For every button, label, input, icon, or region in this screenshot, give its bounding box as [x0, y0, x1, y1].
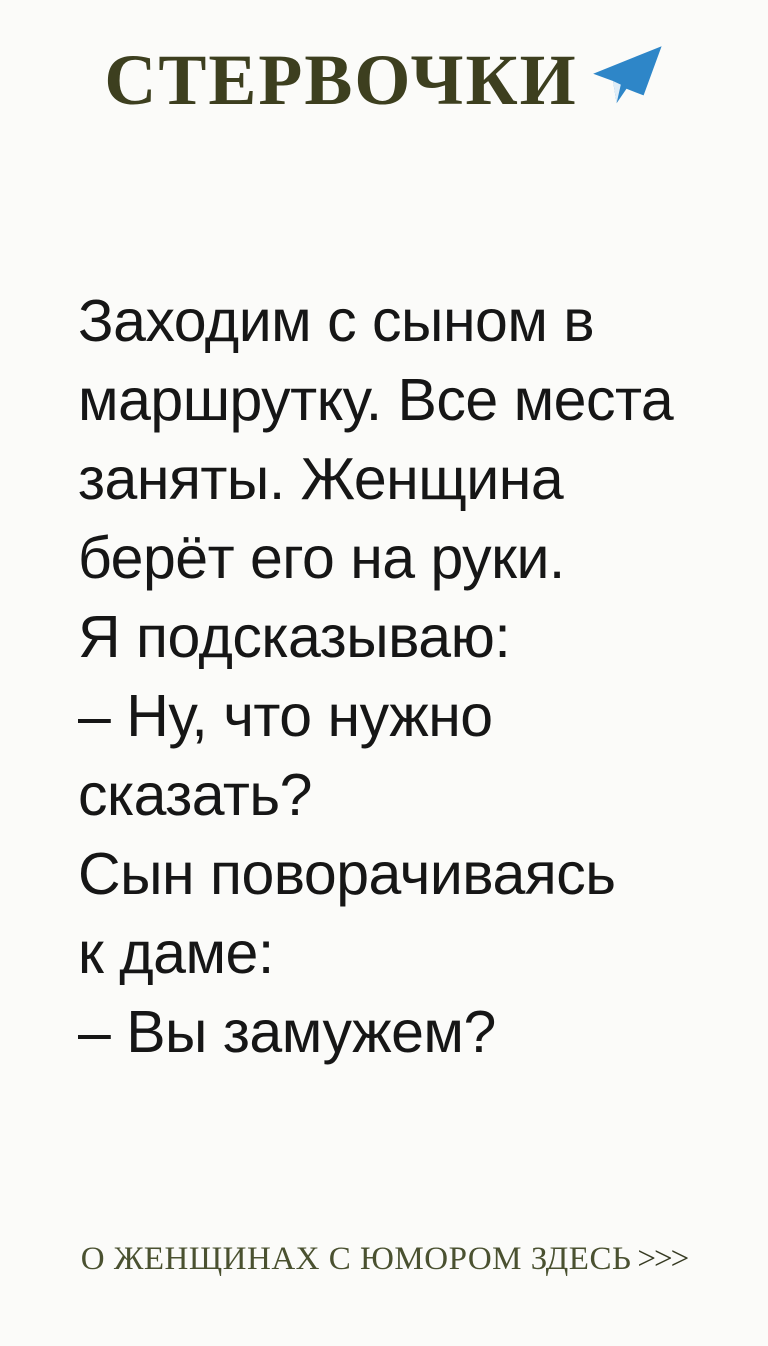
joke-line: – Ну, что нужно	[78, 683, 493, 749]
joke-line: берёт его на руки.	[78, 525, 565, 591]
joke-line: к даме:	[78, 920, 274, 986]
joke-line: Заходим с сыном в	[78, 288, 595, 354]
telegram-icon	[592, 45, 664, 111]
channel-title: СТЕРВОЧКИ	[104, 40, 578, 120]
joke-line: заняты. Женщина	[78, 446, 564, 512]
joke-line: Сын поворачиваясь	[78, 841, 616, 907]
joke-text	[78, 282, 738, 1072]
joke-line: Я подсказываю:	[78, 604, 511, 670]
footer-cta	[0, 1238, 768, 1281]
footer-cta-arrows: >>>	[637, 1241, 688, 1277]
joke-line: маршрутку. Все места	[78, 367, 674, 433]
joke-line: – Вы замужем?	[78, 999, 496, 1065]
footer-cta-label: О ЖЕНЩИНАХ С ЮМОРОМ ЗДЕСЬ	[80, 1241, 632, 1277]
joke-line: сказать?	[78, 762, 312, 828]
channel-header	[0, 40, 768, 120]
